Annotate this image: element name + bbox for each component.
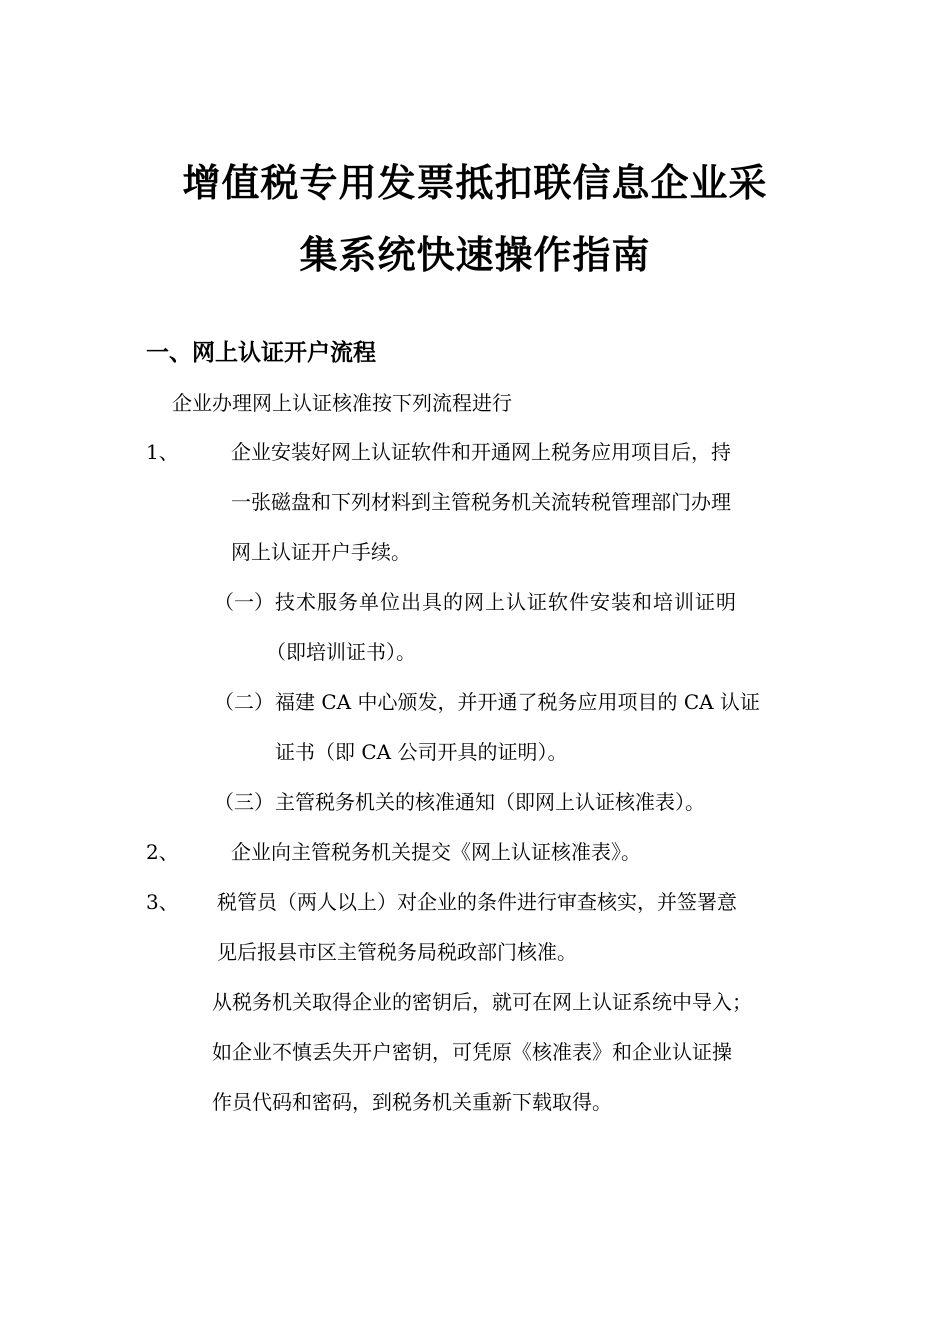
item-1-line: 网上认证开户手续。 (231, 540, 411, 564)
item-2-number: 2、 (146, 840, 179, 864)
intro-paragraph: 企业办理网上认证核准按下列流程进行 (172, 391, 512, 415)
item-1-number: 1、 (146, 440, 179, 464)
item-3-number: 3、 (146, 890, 179, 914)
item-1-line: 一张磁盘和下列材料到主管税务机关流转税管理部门办理 (231, 490, 731, 514)
sub-item-2-line: 证书（即 CA 公司开具的证明）。 (275, 740, 568, 764)
sub-item-1-line: 技术服务单位出具的网上认证软件安装和培训证明 (275, 590, 737, 614)
sub-item-3-line: 主管税务机关的核准通知（即网上认证核准表）。 (275, 790, 705, 814)
closing-line: 作员代码和密码，到税务机关重新下载取得。 (212, 1090, 612, 1114)
sub-item-2-marker: （二） (214, 690, 274, 714)
sub-item-1-marker: （一） (214, 590, 274, 614)
item-3-line: 税管员（两人以上）对企业的条件进行审查核实，并签署意 (217, 890, 737, 914)
item-1-line: 企业安装好网上认证软件和开通网上税务应用项目后，持 (231, 440, 731, 464)
item-2-line: 企业向主管税务机关提交《网上认证核准表》。 (231, 840, 641, 864)
document-title-line-2: 集系统快速操作指南 (299, 233, 651, 277)
closing-line: 从税务机关取得企业的密钥后，就可在网上认证系统中导入； (212, 990, 752, 1014)
sub-item-1-line: （即培训证书）。 (266, 640, 416, 664)
document-title-line-1: 增值税专用发票抵扣联信息企业采 (182, 161, 768, 205)
section-heading: 一、网上认证开户流程 (146, 340, 376, 366)
item-3-line: 见后报县市区主管税务局税政部门核准。 (217, 940, 577, 964)
sub-item-3-marker: （三） (214, 790, 274, 814)
sub-item-2-line: 福建 CA 中心颁发，并开通了税务应用项目的 CA 认证 (275, 690, 760, 714)
closing-line: 如企业不慎丢失开户密钥，可凭原《核准表》和企业认证操 (212, 1040, 732, 1064)
